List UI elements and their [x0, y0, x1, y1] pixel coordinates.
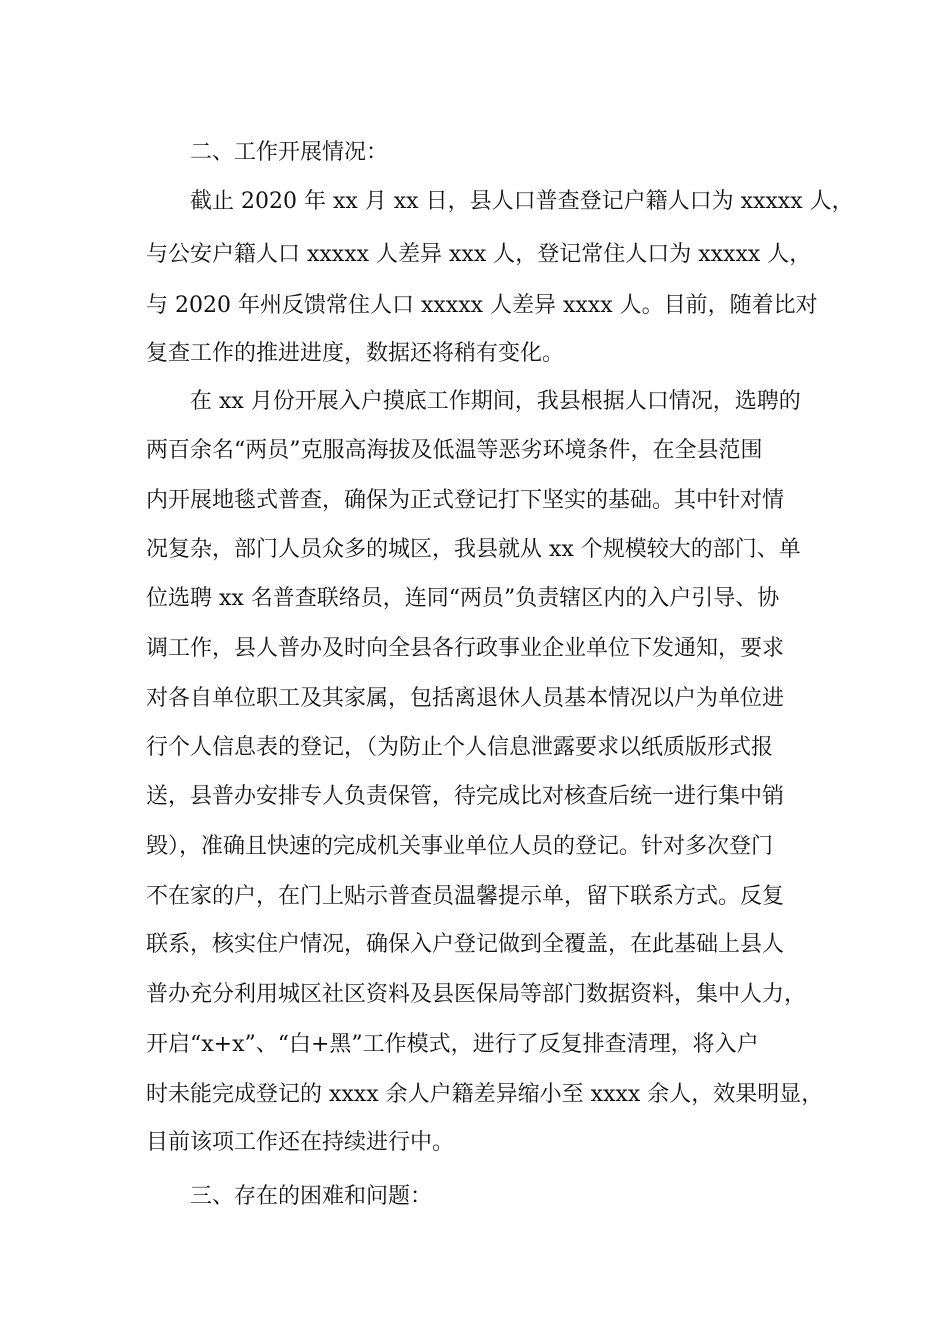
paragraph-line: 在 xx 月份开展入户摸底工作期间，我县根据人口情况，选聘的: [190, 389, 801, 414]
paragraph-line: 内开展地毯式普查，确保为正式登记打下坚实的基础。其中针对情: [146, 488, 785, 513]
paragraph-line: 两百余名“两员”克服高海拔及低温等恶劣环境条件，在全县范围: [146, 438, 763, 463]
paragraph-line: 普办充分利用城区社区资料及县医保局等部门数据资料，集中人力，: [146, 982, 807, 1007]
paragraph-line: 调工作，县人普办及时向全县各行政事业企业单位下发通知，要求: [146, 636, 785, 661]
paragraph-line: 目前该项工作还在持续进行中。: [146, 1130, 455, 1155]
paragraph-line: 联系，核实住户情况，确保入户登记做到全覆盖，在此基础上县人: [146, 932, 785, 957]
section-heading-difficulties: 三、存在的困难和问题：: [190, 1184, 433, 1209]
paragraph-line: 与公安户籍人口 xxxxx 人差异 xxx 人，登记常住人口为 xxxxx 人，: [146, 242, 812, 267]
section-heading-work-progress: 二、工作开展情况：: [190, 140, 389, 165]
paragraph-line: 行个人信息表的登记，（为防止个人信息泄露要求以纸质版形式报: [146, 735, 774, 760]
paragraph-line: 截止 2020 年 xx 月 xx 日，县人口普查登记户籍人口为 xxxxx 人，: [190, 189, 854, 214]
paragraph-line: 送，县普办安排专人负责保管，待完成比对核查后统一进行集中销: [146, 784, 785, 809]
paragraph-line: 况复杂，部门人员众多的城区，我县就从 xx 个规模较大的部门、单: [146, 537, 801, 562]
paragraph-line: 与 2020 年州反馈常住人口 xxxxx 人差异 xxxx 人。目前，随着比对: [146, 293, 818, 318]
paragraph-line: 复查工作的推进进度，数据还将稍有变化。: [146, 341, 565, 366]
paragraph-line: 位选聘 xx 名普查联络员，连同“两员”负责辖区内的入户引导、协: [146, 586, 780, 611]
paragraph-line: 毁），准确且快速的完成机关事业单位人员的登记。针对多次登门: [146, 834, 774, 859]
paragraph-line: 不在家的户，在门上贴示普查员温馨提示单，留下联系方式。反复: [146, 884, 785, 909]
paragraph-line: 时未能完成登记的 xxxx 余人户籍差异缩小至 xxxx 余人，效果明显，: [146, 1082, 824, 1107]
paragraph-line: 对各自单位职工及其家属，包括离退休人员基本情况以户为单位进: [146, 686, 785, 711]
paragraph-line: 开启“x+x”、“白+黑”工作模式，进行了反复排查清理，将入户: [146, 1032, 759, 1057]
